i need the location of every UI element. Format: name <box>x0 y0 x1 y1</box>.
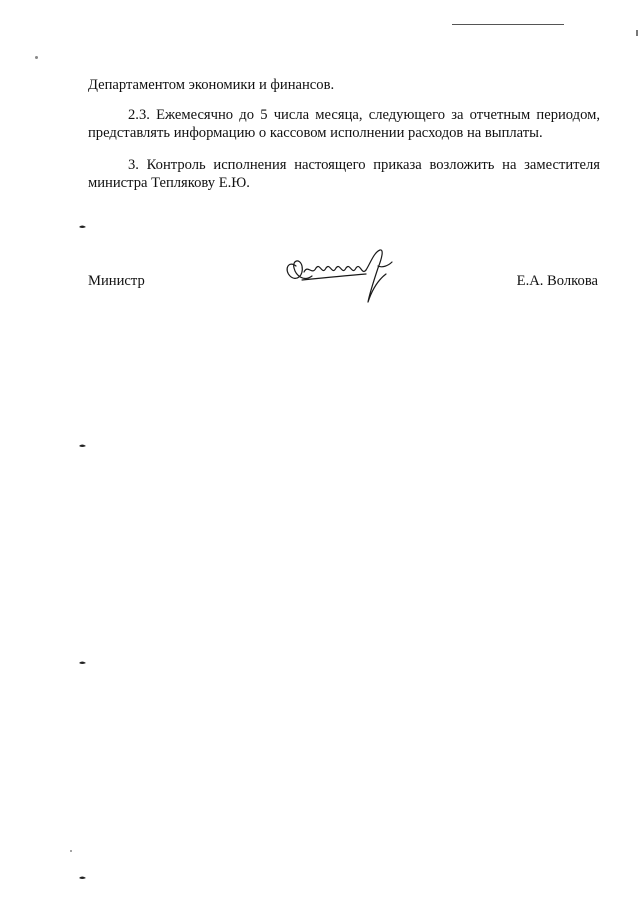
paragraph-item-3: 3. Контроль исполнения настоящего приказа возложить на заместителя министра Теплякову Е.Ю. <box>88 157 600 191</box>
binder-hole-mark <box>78 443 87 449</box>
scan-speck <box>70 850 72 852</box>
scan-corner-mark <box>636 30 638 36</box>
paragraph-continuation: Департаментом экономики и финансов. <box>88 77 335 93</box>
binder-hole-mark <box>78 875 87 881</box>
binder-hole-mark <box>78 224 87 230</box>
scan-speck <box>35 56 38 59</box>
top-rule-line <box>452 24 564 25</box>
paragraph-item-2-3: 2.3. Ежемесячно до 5 числа месяца, следующего за отчетным периодом, представлять информацию о кассовом исполнении расходов на выплаты. <box>88 107 600 141</box>
binder-hole-mark <box>78 660 87 666</box>
signatory-role: Министр <box>88 273 145 289</box>
handwritten-signature <box>282 246 400 306</box>
signatory-name: Е.А. Волкова <box>516 273 598 289</box>
